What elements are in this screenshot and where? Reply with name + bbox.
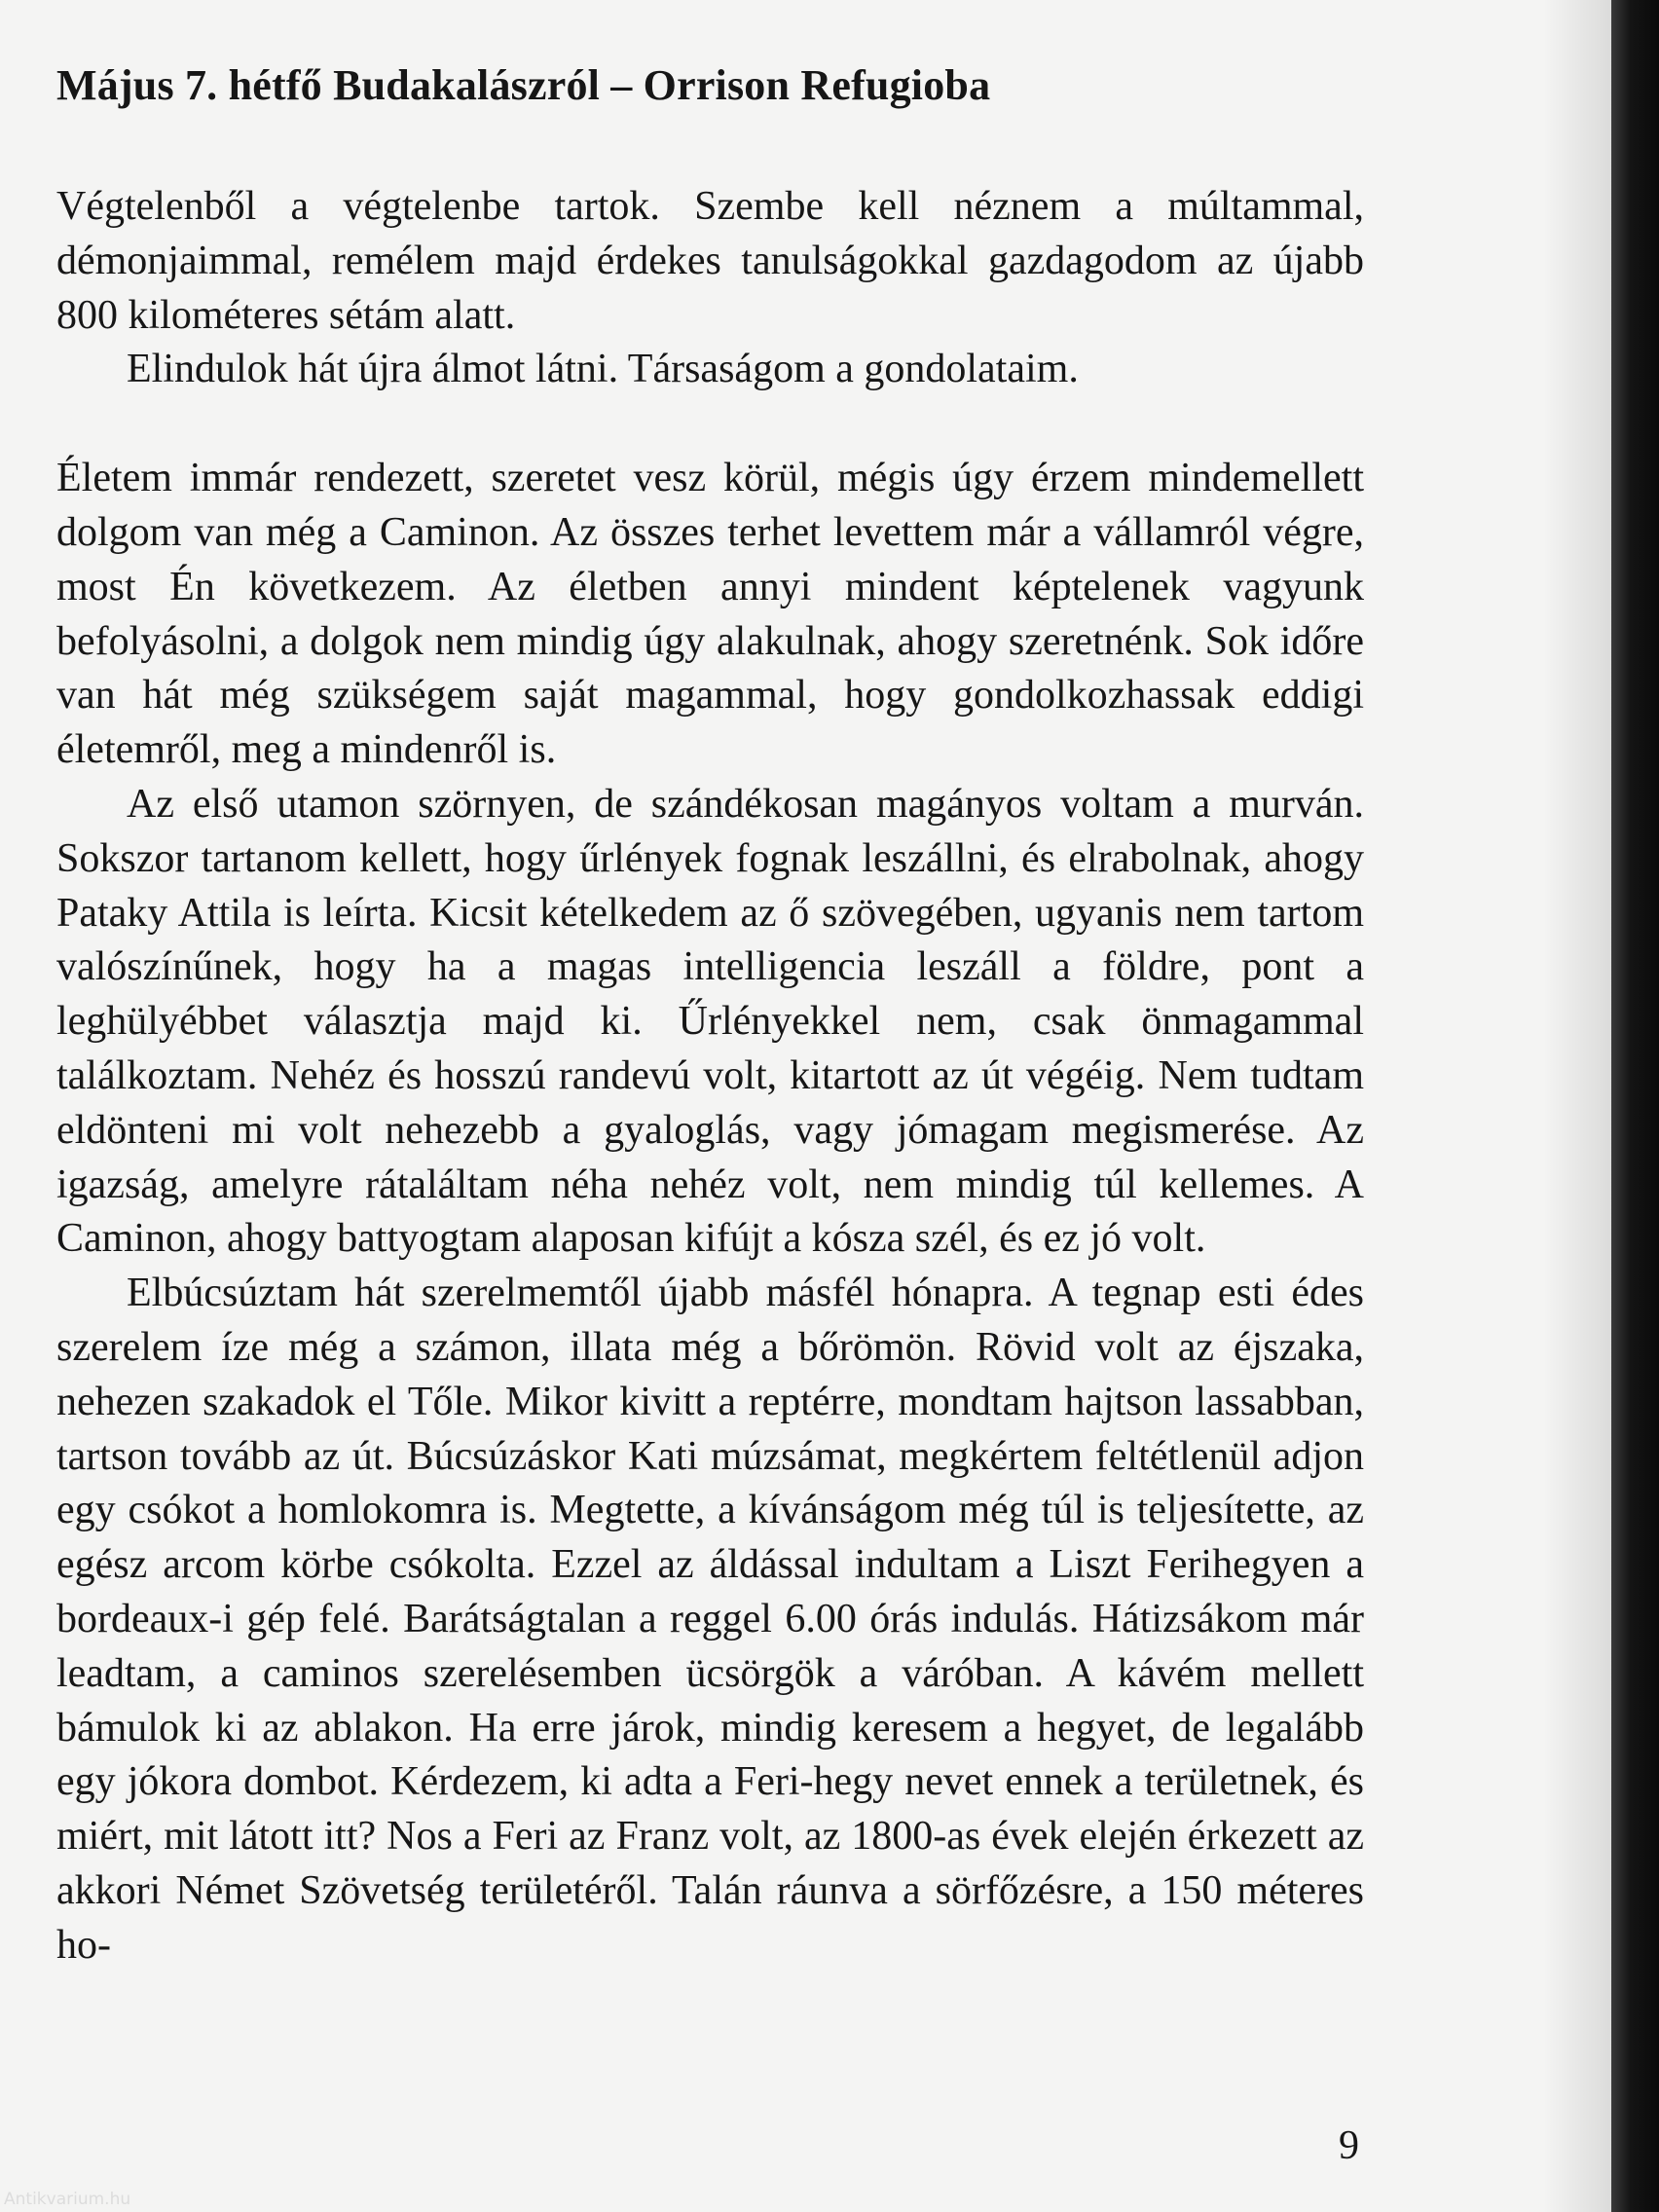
paragraph-4: Az első utamon szörnyen, de szándékosan magányos voltam a murván. Sokszor tartanom kellett, hogy űrlények fognak leszállni, és elrabolnak, ahogy Pataky Attila is leírta. Kicsit kételkedem az ő szövegében, ugyanis nem tartom valószínűnek, hogy ha a magas intelligencia leszáll a földre, pont a leghülyébbet választja majd ki. Űrlényekkel nem, csak önmagammal találkoztam. Nehéz és hosszú randevú volt, kitartott az út végéig. Nem tudtam eldönteni mi volt nehezebb a gyaloglás, vagy jómagam megismerése. Az igazság, amelyre rátaláltam néha nehéz volt, nem mindig túl kellemes. A Caminon, ahogy battyogtam alaposan kifújt a kósza szél, és ez jó volt.: [56, 781, 1364, 1262]
book-edge: [1611, 0, 1659, 2212]
paragraph-2: Elindulok hát újra álmot látni. Társaságom a gondolataim.: [127, 347, 1079, 392]
page-number: 9: [1339, 2123, 1359, 2168]
text-block: [56, 39, 1364, 1973]
paragraph-1: Végtelenből a végtelenbe tartok. Szembe kell néznem a múltammal, démonjaimmal, remélem majd érdekes tanulságokkal gazdagodom az újabb 800 kilométeres sétám alatt.: [56, 184, 1364, 338]
paragraph-5: Elbúcsúztam hát szerelmemtől újabb másfél hónapra. A tegnap esti édes szerelem íze még a számon, illata még a bőrömön. Rövid volt az éjszaka, nehezen szakadok el Tőle. Mikor kivitt a reptérre, mondtam hajtson lassabban, tartson tovább az út. Búcsúzáskor Kati múzsámat, megkértem feltétlenül adjon egy csókot a homlokomra is. Megtette, a kívánságom még túl is teljesítette, az egész arcom körbe csókolta. Ezzel az áldással indultam a Liszt Ferihegyen a bordeaux-i gép felé. Barátságtalan a reggel 6.00 órás indulás. Hátizsákom már leadtam, a caminos szerelésemben ücsörgök a váróban. A kávém mellett bámulok ki az ablakon. Ha erre járok, mindig keresem a hegyet, de legalább egy jókora dombot. Kérdezem, ki adta a Feri-hegy nevet ennek a területnek, és miért, mit látott itt? Nos a Feri az Franz volt, az 1800-as évek elején érkezett az akkori Német Szövetség területéről. Talán ráunva a sörfőzésre, a 150 méteres ho-: [56, 1271, 1364, 1968]
chapter-heading: Május 7. hétfő Budakalászról – Orrison Refugioba: [56, 61, 991, 109]
page-shadow: [1543, 0, 1611, 2212]
watermark: Antikvarium.hu: [4, 2190, 131, 2209]
paragraph-3: Életem immár rendezett, szeretet vesz körül, mégis úgy érzem mindemellett dolgom van még a Caminon. Az összes terhet levettem már a vállamról végre, most Én következem. Az életben annyi mindent képtelenek vagyunk befolyásolni, a dolgok nem mindig úgy alakulnak, ahogy szeretnénk. Sok időre van hát még szükségem saját magammal, hogy gondolkozhassak eddigi életemről, meg a mindenről is.: [56, 456, 1364, 773]
